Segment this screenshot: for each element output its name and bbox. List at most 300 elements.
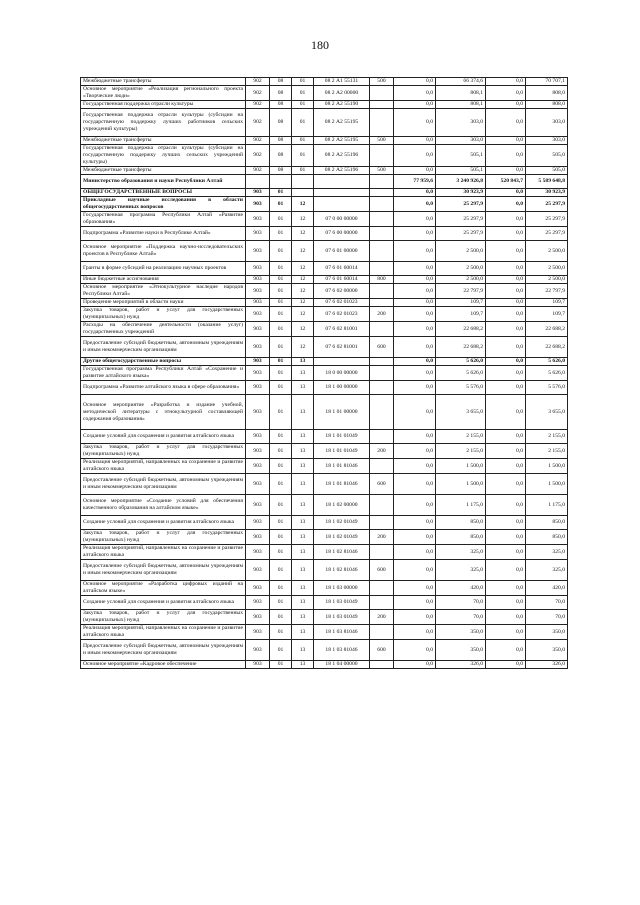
row-amount-3: 0,0 xyxy=(486,430,526,444)
row-ministry-code: 902 xyxy=(246,167,270,175)
row-total: 1 500,0 xyxy=(526,459,568,474)
row-total: 1 500,0 xyxy=(526,474,568,495)
row-total: 420,0 xyxy=(526,581,568,596)
row-expense-type: 200 xyxy=(370,444,394,459)
row-ministry-code: 903 xyxy=(246,545,270,560)
row-total: 3 655,0 xyxy=(526,395,568,430)
row-amount-2: 303,0 xyxy=(436,137,486,145)
row-ministry-code: 903 xyxy=(246,212,270,227)
row-target-article: 07 6 00 00000 xyxy=(314,227,370,241)
row-total: 5 576,0 xyxy=(526,381,568,395)
row-target-article: 07 6 02 01023 xyxy=(314,299,370,307)
row-total: 109,7 xyxy=(526,299,568,307)
row-amount-3: 0,0 xyxy=(486,276,526,284)
row-name: Основное мероприятие «Разработка цифровых изданий на алтайском языке» xyxy=(81,581,246,596)
table-row xyxy=(81,227,568,241)
row-ministry-code: 902 xyxy=(246,101,270,109)
row-expense-type xyxy=(370,241,394,262)
row-amount-3: 0,0 xyxy=(486,459,526,474)
row-ministry-code: 902 xyxy=(246,78,270,86)
table-row xyxy=(81,212,568,227)
row-target-article: 18 1 02 81046 xyxy=(314,545,370,560)
row-amount-1: 0,0 xyxy=(394,625,436,640)
row-expense-type xyxy=(370,596,394,610)
row-amount-3: 0,0 xyxy=(486,299,526,307)
row-total: 303,0 xyxy=(526,109,568,137)
row-section: 01 xyxy=(270,516,292,530)
row-amount-1: 0,0 xyxy=(394,444,436,459)
row-subsection: 13 xyxy=(292,358,314,366)
row-amount-1: 0,0 xyxy=(394,596,436,610)
row-amount-3: 0,0 xyxy=(486,381,526,395)
table-row xyxy=(81,86,568,101)
row-amount-3: 0,0 xyxy=(486,189,526,197)
row-target-article: 18 1 03 81046 xyxy=(314,640,370,661)
table-row xyxy=(81,167,568,175)
row-amount-1: 0,0 xyxy=(394,86,436,101)
row-ministry-code: 902 xyxy=(246,109,270,137)
row-ministry-code: 903 xyxy=(246,661,270,669)
row-amount-1: 0,0 xyxy=(394,227,436,241)
row-section: 08 xyxy=(270,78,292,86)
table-row xyxy=(81,78,568,86)
row-ministry-code: 903 xyxy=(246,284,270,299)
row-subsection: 13 xyxy=(292,640,314,661)
row-amount-3: 0,0 xyxy=(486,395,526,430)
row-subsection: 01 xyxy=(292,167,314,175)
row-amount-1: 0,0 xyxy=(394,262,436,276)
row-ministry-code: 903 xyxy=(246,516,270,530)
row-ministry-code: 903 xyxy=(246,262,270,276)
row-amount-1: 0,0 xyxy=(394,78,436,86)
row-amount-1: 0,0 xyxy=(394,212,436,227)
row-expense-type: 200 xyxy=(370,610,394,625)
row-amount-3: 0,0 xyxy=(486,262,526,276)
row-amount-3: 0,0 xyxy=(486,530,526,545)
row-name: Расходы на обеспечение деятельности (оказание услуг) государственных учреждений xyxy=(81,322,246,337)
row-amount-1: 0,0 xyxy=(394,101,436,109)
row-target-article: 18 1 03 81046 xyxy=(314,625,370,640)
row-amount-2: 70,0 xyxy=(436,610,486,625)
table-row xyxy=(81,175,568,189)
row-name: Гранты в форме субсидий на реализацию научных проектов xyxy=(81,262,246,276)
row-amount-1: 0,0 xyxy=(394,530,436,545)
row-target-article: 18 1 01 01049 xyxy=(314,430,370,444)
row-target-article xyxy=(314,189,370,197)
row-amount-1: 0,0 xyxy=(394,366,436,381)
row-amount-2: 22 688,2 xyxy=(436,337,486,358)
row-total: 2 500,0 xyxy=(526,241,568,262)
row-section: 01 xyxy=(270,337,292,358)
row-expense-type xyxy=(370,212,394,227)
row-amount-2: 505,1 xyxy=(436,145,486,167)
row-amount-3: 0,0 xyxy=(486,610,526,625)
row-total: 850,0 xyxy=(526,530,568,545)
row-target-article: 18 1 00 00000 xyxy=(314,381,370,395)
row-target-article: 18 1 01 81046 xyxy=(314,474,370,495)
row-name: Реализация мероприятий, направленных на сохранение и развитие алтайского языка xyxy=(81,545,246,560)
table-row xyxy=(81,640,568,661)
row-subsection: 13 xyxy=(292,625,314,640)
row-amount-1: 0,0 xyxy=(394,516,436,530)
row-name: Основное мероприятие «Кадровое обеспечение xyxy=(81,661,246,669)
row-section: 01 xyxy=(270,545,292,560)
row-expense-type: 600 xyxy=(370,337,394,358)
row-ministry-code: 903 xyxy=(246,459,270,474)
row-ministry-code: 903 xyxy=(246,366,270,381)
row-total: 5 626,0 xyxy=(526,366,568,381)
row-ministry-code: 902 xyxy=(246,86,270,101)
row-total: 25 297,9 xyxy=(526,212,568,227)
row-section: 01 xyxy=(270,395,292,430)
row-section: 01 xyxy=(270,640,292,661)
row-amount-3: 0,0 xyxy=(486,307,526,322)
row-target-article: 07 6 01 00000 xyxy=(314,241,370,262)
row-subsection: 12 xyxy=(292,337,314,358)
row-amount-1: 0,0 xyxy=(394,545,436,560)
row-target-article: 18 1 02 00000 xyxy=(314,495,370,516)
row-amount-2: 22 688,2 xyxy=(436,322,486,337)
row-amount-1: 0,0 xyxy=(394,474,436,495)
budget-table xyxy=(80,77,568,669)
row-section: 01 xyxy=(270,307,292,322)
row-total: 850,0 xyxy=(526,516,568,530)
table-row xyxy=(81,241,568,262)
row-target-article: 08 2 А2 55196 xyxy=(314,145,370,167)
row-subsection: 13 xyxy=(292,516,314,530)
row-ministry-code: 903 xyxy=(246,189,270,197)
row-section: 01 xyxy=(270,661,292,669)
row-target-article xyxy=(314,175,370,189)
row-expense-type xyxy=(370,299,394,307)
row-amount-1: 0,0 xyxy=(394,640,436,661)
table-row xyxy=(81,381,568,395)
row-amount-1: 0,0 xyxy=(394,459,436,474)
row-ministry-code: 902 xyxy=(246,137,270,145)
row-amount-2: 420,0 xyxy=(436,581,486,596)
row-name: Основное мероприятие «Разработка и издание учебной, методической литературы с этнокультурной составляющей содержания образования» xyxy=(81,395,246,430)
row-expense-type xyxy=(370,545,394,560)
row-amount-2: 326,0 xyxy=(436,661,486,669)
row-total: 25 297,9 xyxy=(526,197,568,212)
row-subsection: 12 xyxy=(292,307,314,322)
row-subsection: 01 xyxy=(292,109,314,137)
table-row xyxy=(81,625,568,640)
table-row xyxy=(81,337,568,358)
row-ministry-code: 903 xyxy=(246,495,270,516)
row-amount-1: 0,0 xyxy=(394,661,436,669)
row-section: 01 xyxy=(270,322,292,337)
row-amount-3: 0,0 xyxy=(486,78,526,86)
row-name: Закупка товаров, работ и услуг для государственных (муниципальных) нужд xyxy=(81,610,246,625)
row-name: Государственная поддержка отрасли культуры (субсидии на государственную поддержку лучших работников сельских учреждений культуры) xyxy=(81,109,246,137)
row-name: Реализация мероприятий, направленных на сохранение и развитие алтайского языка xyxy=(81,625,246,640)
row-subsection: 01 xyxy=(292,86,314,101)
row-amount-3: 0,0 xyxy=(486,596,526,610)
row-amount-2: 70,0 xyxy=(436,596,486,610)
row-subsection: 01 xyxy=(292,137,314,145)
row-ministry-code: 903 xyxy=(246,381,270,395)
row-target-article: 08 2 А2 55195 xyxy=(314,109,370,137)
row-ministry-code: 902 xyxy=(246,145,270,167)
row-target-article xyxy=(314,358,370,366)
row-amount-1: 0,0 xyxy=(394,167,436,175)
row-name: Закупка товаров, работ и услуг для государственных (муниципальных) нужд xyxy=(81,444,246,459)
row-target-article: 18 1 01 81046 xyxy=(314,459,370,474)
row-expense-type: 200 xyxy=(370,530,394,545)
row-subsection: 13 xyxy=(292,596,314,610)
row-total: 325,0 xyxy=(526,560,568,581)
row-total: 22 797,9 xyxy=(526,284,568,299)
row-ministry-code: 903 xyxy=(246,358,270,366)
row-target-article: 07 6 02 01023 xyxy=(314,307,370,322)
row-section: 01 xyxy=(270,197,292,212)
row-name: Создание условий для сохранения и развития алтайского языка xyxy=(81,516,246,530)
row-amount-2: 1 175,0 xyxy=(436,495,486,516)
row-expense-type: 200 xyxy=(370,307,394,322)
row-expense-type: 600 xyxy=(370,640,394,661)
row-ministry-code: 903 xyxy=(246,474,270,495)
table-row xyxy=(81,581,568,596)
row-name: Иные бюджетные ассигнования xyxy=(81,276,246,284)
row-amount-3: 0,0 xyxy=(486,109,526,137)
row-target-article: 18 1 02 01049 xyxy=(314,516,370,530)
row-amount-2: 303,0 xyxy=(436,109,486,137)
row-amount-2: 1 500,0 xyxy=(436,474,486,495)
table-row xyxy=(81,661,568,669)
row-expense-type xyxy=(370,581,394,596)
row-amount-1: 0,0 xyxy=(394,307,436,322)
row-name: Основное мероприятие «Поддержка научно-исследовательских проектов в Республике Алтай» xyxy=(81,241,246,262)
row-amount-2: 2 500,0 xyxy=(436,262,486,276)
row-subsection: 13 xyxy=(292,430,314,444)
row-subsection: 01 xyxy=(292,145,314,167)
row-section: 01 xyxy=(270,284,292,299)
row-total: 505,0 xyxy=(526,145,568,167)
row-expense-type: 800 xyxy=(370,276,394,284)
row-amount-2: 505,1 xyxy=(436,167,486,175)
row-name: Подпрограмма «Развитие алтайского языка в сфере образования» xyxy=(81,381,246,395)
row-section: 01 xyxy=(270,560,292,581)
row-expense-type xyxy=(370,495,394,516)
row-amount-2: 1 500,0 xyxy=(436,459,486,474)
row-name: Предоставление субсидий бюджетным, автономным учреждениям и иным некоммерческим организациям xyxy=(81,474,246,495)
row-subsection: 13 xyxy=(292,545,314,560)
row-target-article: 18 1 04 00000 xyxy=(314,661,370,669)
row-amount-3: 0,0 xyxy=(486,661,526,669)
row-total: 30 923,9 xyxy=(526,189,568,197)
row-total: 1 175,0 xyxy=(526,495,568,516)
row-section: 01 xyxy=(270,430,292,444)
row-amount-3: 0,0 xyxy=(486,581,526,596)
row-subsection: 12 xyxy=(292,276,314,284)
row-subsection: 12 xyxy=(292,322,314,337)
row-amount-1: 77 959,6 xyxy=(394,175,436,189)
row-expense-type xyxy=(370,625,394,640)
row-subsection: 13 xyxy=(292,366,314,381)
row-name: Проведение мероприятий в области науки xyxy=(81,299,246,307)
row-subsection: 12 xyxy=(292,241,314,262)
row-name: Предоставление субсидий бюджетным, автономным учреждениям и иным некоммерческим организациям xyxy=(81,560,246,581)
table-row xyxy=(81,137,568,145)
row-ministry-code: 903 xyxy=(246,581,270,596)
row-name: Предоставление субсидий бюджетным, автономным учреждениям и иным некоммерческим организациям xyxy=(81,640,246,661)
table-row xyxy=(81,516,568,530)
row-amount-3: 0,0 xyxy=(486,167,526,175)
row-ministry-code: 903 xyxy=(246,610,270,625)
row-amount-1: 0,0 xyxy=(394,145,436,167)
row-amount-2: 350,0 xyxy=(436,625,486,640)
row-subsection: 12 xyxy=(292,212,314,227)
row-amount-1: 0,0 xyxy=(394,430,436,444)
row-amount-3: 0,0 xyxy=(486,560,526,581)
row-target-article: 08 2 А2 55196 xyxy=(314,167,370,175)
row-amount-2: 2 500,0 xyxy=(436,276,486,284)
row-subsection: 13 xyxy=(292,495,314,516)
row-amount-2: 5 576,0 xyxy=(436,381,486,395)
row-subsection: 12 xyxy=(292,262,314,276)
row-subsection: 13 xyxy=(292,459,314,474)
row-target-article: 18 0 00 00000 xyxy=(314,366,370,381)
row-amount-3: 0,0 xyxy=(486,86,526,101)
row-expense-type: 600 xyxy=(370,474,394,495)
row-target-article: 08 2 А2 55195 xyxy=(314,137,370,145)
table-row xyxy=(81,262,568,276)
row-amount-3: 0,0 xyxy=(486,337,526,358)
row-amount-3: 0,0 xyxy=(486,241,526,262)
row-expense-type: 500 xyxy=(370,167,394,175)
row-section: 01 xyxy=(270,241,292,262)
row-section: 01 xyxy=(270,299,292,307)
row-name: Государственная поддержка отрасли культуры (субсидии на государственную поддержку лучших сельских учреждений культуры) xyxy=(81,145,246,167)
row-target-article: 18 1 03 01049 xyxy=(314,596,370,610)
row-section: 01 xyxy=(270,596,292,610)
row-name: Подпрограмма «Развитие науки в Республике Алтай» xyxy=(81,227,246,241)
row-section: 08 xyxy=(270,145,292,167)
row-section: 01 xyxy=(270,262,292,276)
row-expense-type xyxy=(370,189,394,197)
row-ministry-code: 903 xyxy=(246,560,270,581)
row-amount-2: 25 297,9 xyxy=(436,227,486,241)
row-section: 01 xyxy=(270,530,292,545)
row-section: 01 xyxy=(270,581,292,596)
table-row xyxy=(81,474,568,495)
row-name: Государственная программа Республики Алтай «Развитие образования» xyxy=(81,212,246,227)
row-section: 01 xyxy=(270,474,292,495)
row-ministry-code: 903 xyxy=(246,395,270,430)
row-amount-2: 350,0 xyxy=(436,640,486,661)
row-amount-2: 5 626,0 xyxy=(436,366,486,381)
row-amount-1: 0,0 xyxy=(394,560,436,581)
row-section: 01 xyxy=(270,227,292,241)
row-section: 01 xyxy=(270,610,292,625)
row-amount-3: 0,0 xyxy=(486,322,526,337)
row-subsection: 13 xyxy=(292,560,314,581)
row-total: 70,0 xyxy=(526,596,568,610)
row-ministry-code: 903 xyxy=(246,299,270,307)
row-name: Другие общегосударственные вопросы xyxy=(81,358,246,366)
row-amount-1: 0,0 xyxy=(394,610,436,625)
row-section: 01 xyxy=(270,358,292,366)
row-name: Реализация мероприятий, направленных на сохранение и развитие алтайского языка xyxy=(81,459,246,474)
row-amount-3: 0,0 xyxy=(486,640,526,661)
table-body xyxy=(81,78,568,669)
row-name: Предоставление субсидий бюджетным, автономным учреждениям и иным некоммерческим организациям xyxy=(81,337,246,358)
row-section: 08 xyxy=(270,101,292,109)
row-amount-2: 66 374,6 xyxy=(436,78,486,86)
row-total: 2 500,0 xyxy=(526,262,568,276)
row-expense-type xyxy=(370,284,394,299)
row-subsection: 13 xyxy=(292,474,314,495)
row-subsection: 13 xyxy=(292,381,314,395)
row-amount-2: 325,0 xyxy=(436,560,486,581)
row-name: Министерство образования и науки Республики Алтай xyxy=(81,175,246,189)
row-subsection: 13 xyxy=(292,581,314,596)
row-name: ОБЩЕГОСУДАРСТВЕННЫЕ ВОПРОСЫ xyxy=(81,189,246,197)
row-amount-2: 2 155,0 xyxy=(436,430,486,444)
row-amount-1: 0,0 xyxy=(394,299,436,307)
row-section: 08 xyxy=(270,86,292,101)
row-amount-1: 0,0 xyxy=(394,284,436,299)
row-amount-1: 0,0 xyxy=(394,395,436,430)
row-target-article: 08 2 А2 55190 xyxy=(314,101,370,109)
row-amount-3: 0,0 xyxy=(486,101,526,109)
row-name: Основное мероприятие «Реализация регионального проекта «Творческие люди» xyxy=(81,86,246,101)
row-amount-2: 2 155,0 xyxy=(436,444,486,459)
row-ministry-code: 903 xyxy=(246,596,270,610)
row-expense-type xyxy=(370,459,394,474)
row-expense-type xyxy=(370,175,394,189)
row-total: 2 500,0 xyxy=(526,276,568,284)
row-target-article: 18 1 03 01049 xyxy=(314,610,370,625)
table-row xyxy=(81,358,568,366)
row-expense-type xyxy=(370,381,394,395)
row-amount-3: 0,0 xyxy=(486,474,526,495)
row-expense-type xyxy=(370,661,394,669)
row-total: 22 688,2 xyxy=(526,322,568,337)
row-ministry-code: 903 xyxy=(246,227,270,241)
table-row xyxy=(81,322,568,337)
row-name: Создание условий для сохранения и развития алтайского языка xyxy=(81,596,246,610)
row-amount-3: 0,0 xyxy=(486,444,526,459)
row-total: 350,0 xyxy=(526,640,568,661)
row-subsection: 13 xyxy=(292,530,314,545)
table-row xyxy=(81,109,568,137)
row-expense-type xyxy=(370,145,394,167)
table-row xyxy=(81,197,568,212)
table-row xyxy=(81,610,568,625)
row-expense-type xyxy=(370,101,394,109)
row-amount-3: 0,0 xyxy=(486,545,526,560)
row-ministry-code: 903 xyxy=(246,276,270,284)
row-total: 22 688,2 xyxy=(526,337,568,358)
row-ministry-code: 903 xyxy=(246,322,270,337)
row-target-article: 18 1 02 01049 xyxy=(314,530,370,545)
row-amount-2: 25 297,9 xyxy=(436,212,486,227)
row-section: 01 xyxy=(270,189,292,197)
row-name: Закупка товаров, работ и услуг для государственных (муниципальных) нужд xyxy=(81,307,246,322)
table-row xyxy=(81,189,568,197)
table-row xyxy=(81,430,568,444)
row-amount-2: 25 297,9 xyxy=(436,197,486,212)
row-section: 01 xyxy=(270,276,292,284)
row-amount-2: 22 797,9 xyxy=(436,284,486,299)
row-total: 70 707,1 xyxy=(526,78,568,86)
table-row xyxy=(81,560,568,581)
row-amount-2: 3 240 926,8 xyxy=(436,175,486,189)
row-total: 808,0 xyxy=(526,101,568,109)
row-name: Межбюджетные трансферты xyxy=(81,78,246,86)
